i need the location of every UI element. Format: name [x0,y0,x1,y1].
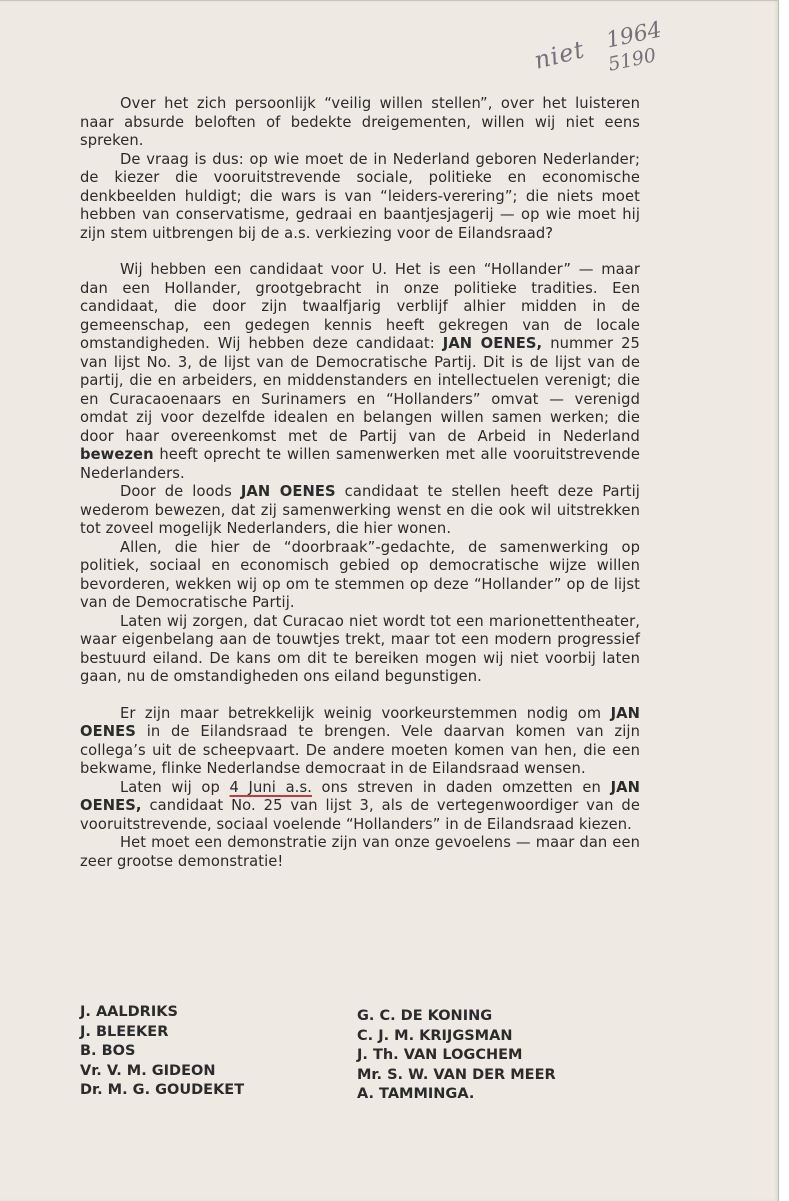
signatory: J. BLEEKER [80,1023,169,1040]
emphasis-bewezen: bewezen [80,446,154,463]
signatory: G. C. DE KONING [357,1008,493,1024]
handwritten-annotation [531,17,694,93]
paragraph-curacao: Laten wij zorgen, dat Curacao niet wordt tot een marionettentheater, waar eigenbelang aan de touwtjes trekt, maar tot een modern progressief bestuurd eiland. De kans om dit te bereiken mogen wij niet voorbij laten gaan, nu de omstandigheden ons eiland begunstigen. [80,612,640,685]
text-run: Door de loods [120,483,241,500]
election-date: 4 Juni a.s. [229,778,312,796]
paragraph-votes [80,705,640,779]
signatory: B. BOS [80,1043,136,1059]
candidate-name: JAN OENES [80,704,640,740]
signatory: C. J. M. KRIJGSMAN [357,1027,513,1044]
text-run: candidaat te stellen heeft deze Partij wederom bewezen, dat zij samenwerking wenst en die ook wil uitstrekken tot zoveel mogelijk Nederlanders, die hier wonen. [80,483,640,537]
paragraph-doorbraak: Allen, die hier de “doorbraak”-gedachte, de samenwerking op politiek, sociaal en economisch gebied op democratische wijze willen bevorderen, wekken wij op om te stemmen op deze “Hollander” op de lijst van de Democratische Partij. [80,538,640,611]
signatories-left [80,1003,244,1101]
text-run: ons streven in daden omzetten en [311,778,611,796]
signatories-right [357,1007,556,1105]
annotation-number-top: 1964 [604,17,664,54]
annotation-number-bottom: 5190 [606,44,659,76]
paragraph-demonstration: Het moet een demonstratie zijn van onze gevoelens — maar dan een zeer grootse demonstratie! [80,834,640,870]
paragraph-election-date [80,779,640,835]
paragraph-intro: Over het zich persoonlijk “veilig willen stellen”, over het luisteren naar absurde beloften of bedekte dreigementen, willen wij niet eens spreken. [80,95,640,149]
text-run: candidaat No. 25 van lijst 3, als de vertegenwoordiger van de vooruitstrevende, sociaal voelende “Hollanders” in de Eilandsraad kiezen. [80,797,640,833]
text-run: Er zijn maar betrekkelijk weinig voorkeurstemmen nodig om [120,704,611,722]
text-run: Laten wij op [120,778,230,796]
text-run: in de Eilandsraad te brengen. Vele daarvan komen van zijn collega’s uit de scheepvaart. De andere moeten komen van hen, die een bekwame, flinke Nederlandse democraat in de Eilandsraad wensen. [80,723,640,777]
candidate-name: JAN OENES [240,483,336,500]
signatory: J. Th. VAN LOGCHEM [357,1047,523,1063]
text-run: heeft oprecht te willen samenwerken met alle vooruitstrevende Nederlanders. [80,446,640,482]
candidate-name: JAN OENES, [442,335,543,352]
annotation-word: niet [531,35,588,75]
candidate-name: JAN OENES, [80,778,640,814]
paragraph-nomination [80,483,640,539]
text-run: Wij hebben een candidaat voor U. Het is een “Hollander” — maar dan een Hollander, grootgebracht in onze politieke tradities. Een candidaat, die door zijn twaalfjarig verblijf alhier midden in de gemeenschap, een gedegen kennis heeft gekregen van de locale omstandigheden. Wij hebben deze candidaat: [80,261,640,352]
paragraph-candidate [80,261,640,483]
signatory: Mr. S. W. VAN DER MEER [357,1066,556,1083]
text-run: nummer 25 van lijst No. 3, de lijst van de Democratische Partij. Dit is de lijst van de partij, die en arbeiders, en middenstanders en intellectuelen verenigt; die en Curacaoenaars en Surinamers en “Hollanders” omvat — verenigd omdat zij voor dezelfde idealen en belangen willen samen werken; die door haar overeenkomst met de Partij van de Arbeid in Nederland [80,335,640,445]
signatory: Dr. M. G. GOUDEKET [80,1082,245,1098]
signatory: J. AALDRIKS [80,1004,178,1020]
signatory: A. TAMMINGA. [357,1086,475,1102]
paragraph-question: De vraag is dus: op wie moet de in Nederland geboren Nederlander; de kiezer die vooruitstrevende sociale, politieke en economische denkbeelden huldigt; die wars is van “leiders-verering”; die niets moet hebben van conservatisme, gedraai en baantjesjagerij — op wie moet hij zijn stem uitbrengen bij de a.s. verkiezing voor de Eilandsraad? [80,150,640,242]
signatory: Vr. V. M. GIDEON [80,1062,216,1079]
body-text [80,95,640,871]
